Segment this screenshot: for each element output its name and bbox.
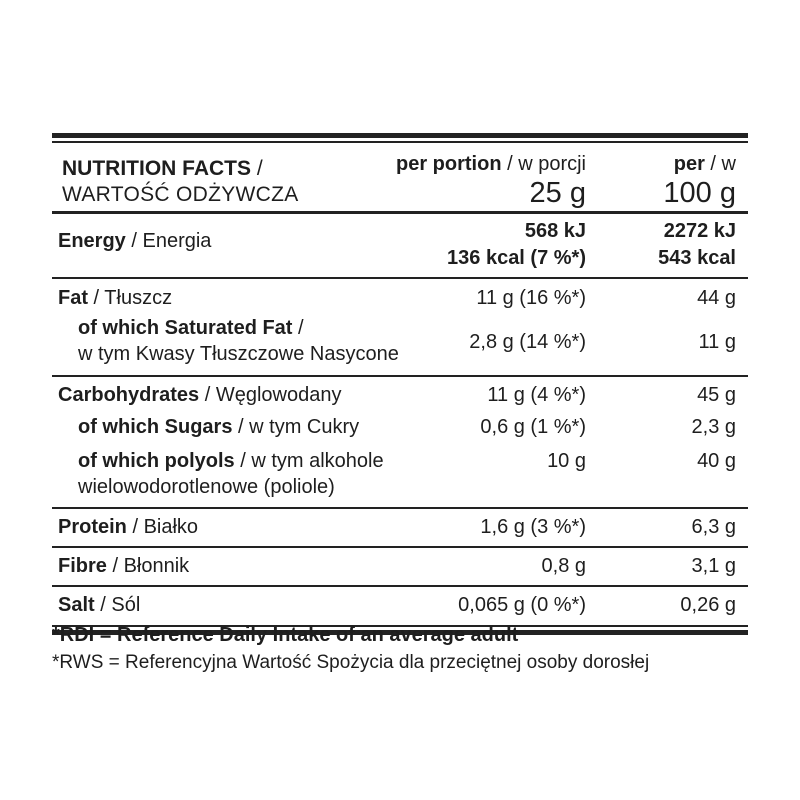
footnote-rws: *RWS = Referencyjna Wartość Spożycia dla przeciętnej osoby dorosłej xyxy=(52,652,650,673)
row-salt xyxy=(52,587,748,625)
column-portion-label: per portion / w porcji xyxy=(395,153,586,175)
column-100g-label: per / w xyxy=(673,153,736,175)
value-100g-fat: 44 g xyxy=(697,287,736,309)
value-100g-protein: 6,3 g xyxy=(691,516,736,538)
row-label: Salt / Sól xyxy=(58,594,141,616)
value-100g-carbs: 45 g xyxy=(697,384,736,406)
value-portion-polyols: 10 g xyxy=(547,450,586,472)
row-label-polyols: of which polyols / w tym alkohole xyxy=(78,450,384,472)
row-label: Energy / Energia xyxy=(58,230,212,252)
table-title-pl: WARTOŚĆ ODŻYWCZA xyxy=(62,183,299,206)
row-label-sugars: of which Sugars / w tym Cukry xyxy=(78,416,360,438)
value-portion-kcal: 136 kcal (7 %*) xyxy=(447,247,586,269)
value-portion-satfat: 2,8 g (14 %*) xyxy=(469,331,586,353)
row-label: Protein / Białko xyxy=(58,516,199,538)
row-label-carbs: Carbohydrates / Węglowodany xyxy=(58,384,342,406)
row-energy xyxy=(52,214,748,277)
value-portion-protein: 1,6 g (3 %*) xyxy=(480,516,586,538)
row-fibre xyxy=(52,548,748,585)
table-title: NUTRITION FACTS / xyxy=(62,157,263,180)
row-fat-group xyxy=(52,279,748,375)
row-label: Fibre / Błonnik xyxy=(58,555,190,577)
row-label-polyols-pl: wielowodorotlenowe (poliole) xyxy=(78,476,335,498)
value-portion-kj: 568 kJ xyxy=(524,220,586,242)
table-header xyxy=(52,143,748,211)
row-label-satfat-pl: w tym Kwasy Tłuszczowe Nasycone xyxy=(78,343,399,365)
value-portion-sugars: 0,6 g (1 %*) xyxy=(480,416,586,438)
column-100g-amount: 100 g xyxy=(663,177,736,209)
value-portion-fibre: 0,8 g xyxy=(541,555,586,577)
row-carbs-group xyxy=(52,377,748,507)
value-portion-fat: 11 g (16 %*) xyxy=(476,287,586,309)
value-100g-polyols: 40 g xyxy=(697,450,736,472)
value-100g-kj: 2272 kJ xyxy=(663,220,736,242)
value-100g-satfat: 11 g xyxy=(698,331,736,353)
column-portion-amount: 25 g xyxy=(529,177,586,209)
row-label-fat: Fat / Tłuszcz xyxy=(58,287,173,309)
value-100g-kcal: 543 kcal xyxy=(658,247,736,269)
nutrition-facts-table xyxy=(52,133,748,635)
value-100g-sugars: 2,3 g xyxy=(691,416,736,438)
row-label-satfat: of which Saturated Fat / xyxy=(78,317,304,339)
value-100g-salt: 0,26 g xyxy=(680,594,736,616)
row-protein xyxy=(52,509,748,546)
value-portion-carbs: 11 g (4 %*) xyxy=(487,384,586,406)
value-portion-salt: 0,065 g (0 %*) xyxy=(458,594,586,616)
value-100g-fibre: 3,1 g xyxy=(691,555,736,577)
footnote-rdi: *RDI = Reference Daily Intake of an average adult xyxy=(52,624,519,646)
